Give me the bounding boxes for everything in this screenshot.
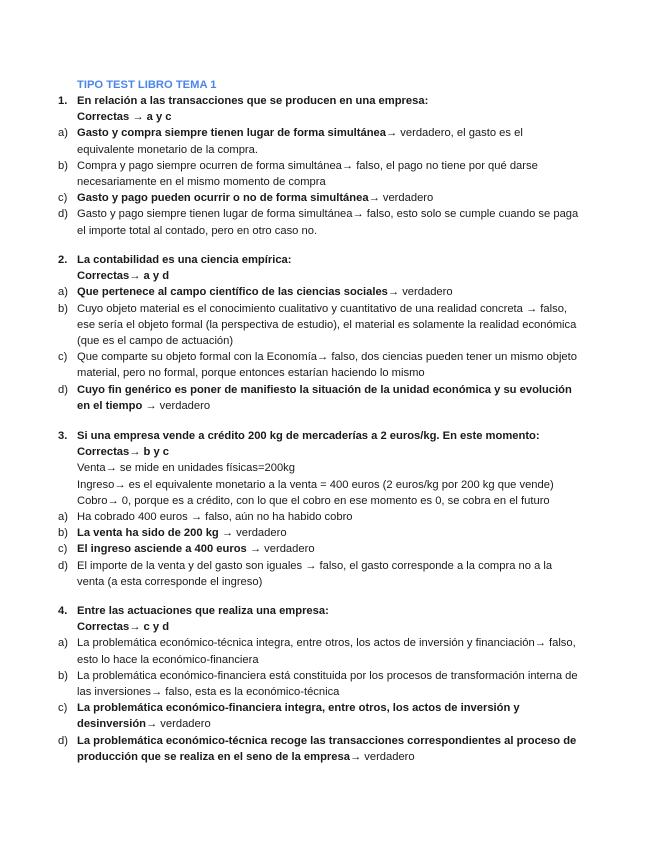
- option-correct-text: La venta ha sido de 200 kg: [77, 527, 219, 540]
- option-letter: a): [58, 286, 68, 299]
- question-4: [0, 603, 655, 765]
- option-c: [0, 190, 655, 206]
- option-text: [77, 700, 582, 732]
- option-a: [0, 509, 655, 525]
- option-b: [0, 525, 655, 541]
- answer-line: [0, 268, 655, 284]
- option-correct-text: Cuyo fin genérico es poner de manifiesto la situación de la unidad económica y su evolución en el tiempo: [77, 383, 572, 412]
- option-text: [77, 668, 582, 700]
- option-explanation: El importe de la venta y del gasto son iguales → falso, el gasto corresponde a la compra no a la venta (a esta corresponde el ingreso): [77, 559, 553, 588]
- option-explanation: → verdadero: [218, 527, 287, 540]
- option-letter: b): [58, 302, 68, 315]
- option-c: [0, 349, 655, 381]
- option-letter: a): [58, 637, 68, 650]
- option-explanation: La problemática económico-financiera está constituida por los procesos de transformación interna de las inversiones→ falso, esta es la económico-técnica: [77, 669, 578, 699]
- option-explanation: Compra y pago siempre ocurren de forma simultánea→ falso, el pago no tiene por qué darse necesariamente en el mismo momento de compra: [77, 159, 538, 189]
- note-line: [0, 477, 655, 493]
- option-letter: d): [58, 208, 68, 221]
- option-text: [77, 206, 582, 238]
- option-explanation: Cuyo objeto material es el conocimiento cualitativo y cuantitativo de una realidad concreta → falso, ese sería el objeto formal (la perspectiva de estudio), el material es solamente la realidad económica (que es el campo de actuación): [77, 302, 577, 348]
- option-b: [0, 301, 655, 350]
- option-letter: c): [58, 351, 68, 364]
- option-c: [0, 541, 655, 557]
- option-text: [77, 525, 582, 541]
- option-letter: a): [58, 511, 68, 524]
- question-header: [0, 93, 655, 109]
- option-explanation: La problemática económico-técnica integra, entre otros, los actos de inversión y financiación→ falso, esto lo hace la económico-financiera: [77, 637, 576, 666]
- answer-line: [0, 619, 655, 635]
- note-text: Venta→ se mide en unidades físicas=200kg: [77, 462, 295, 475]
- option-d: [0, 206, 655, 238]
- option-text: [77, 635, 582, 667]
- answer-line: [0, 444, 655, 460]
- option-explanation: → verdadero: [349, 750, 415, 763]
- note-line: [0, 460, 655, 476]
- option-text: [77, 382, 582, 414]
- option-text: [77, 190, 582, 206]
- correct-answers: Correctas→ a y d: [77, 270, 170, 283]
- option-correct-text: Gasto y compra siempre tienen lugar de forma simultánea: [77, 127, 386, 140]
- option-letter: d): [58, 559, 68, 572]
- option-letter: c): [58, 192, 68, 205]
- option-text: [77, 284, 582, 300]
- option-text: [77, 558, 582, 590]
- option-letter: c): [58, 543, 68, 556]
- option-text: [77, 733, 582, 765]
- note-text: Ingreso→ es el equivalente monetario a la venta = 400 euros (2 euros/kg por 200 kg que vende): [77, 478, 554, 491]
- option-letter: d): [58, 734, 68, 747]
- option-letter: b): [58, 527, 68, 540]
- option-b: [0, 158, 655, 190]
- option-a: [0, 635, 655, 667]
- question-number: 1.: [58, 95, 68, 107]
- option-correct-text: Gasto y pago pueden ocurrir o no de forma simultánea: [77, 192, 369, 205]
- option-correct-text: Que pertenece al campo científico de las ciencias sociales: [77, 286, 388, 299]
- option-letter: c): [58, 702, 68, 715]
- option-text: [77, 301, 582, 350]
- option-letter: b): [58, 669, 68, 682]
- question-header: [0, 428, 655, 444]
- question-3: [0, 428, 655, 590]
- option-explanation: → verdadero: [246, 543, 315, 556]
- option-letter: a): [58, 127, 68, 140]
- option-correct-text: La problemática económico-financiera integra, entre otros, los actos de inversión y desinversión: [77, 702, 520, 731]
- question-header: [0, 603, 655, 619]
- option-b: [0, 668, 655, 700]
- option-correct-text: El ingreso asciende a 400 euros: [77, 543, 247, 556]
- option-d: [0, 733, 655, 765]
- correct-answers: Correctas→ b y c: [77, 446, 170, 459]
- option-text: [77, 158, 582, 190]
- question-text: En relación a las transacciones que se producen en una empresa:: [77, 95, 429, 107]
- option-explanation: → verdadero: [142, 399, 211, 412]
- option-text: [77, 349, 582, 381]
- option-explanation: Que comparte su objeto formal con la Economía→ falso, dos ciencias pueden tener un mismo objeto material, pero no formal, porque entonces estarían haciendo lo mismo: [77, 351, 577, 380]
- question-text: Si una empresa vende a crédito 200 kg de mercaderías a 2 euros/kg. En este momento:: [77, 430, 540, 442]
- question-number: 2.: [58, 254, 68, 266]
- option-c: [0, 700, 655, 732]
- option-a: [0, 284, 655, 300]
- option-explanation: Ha cobrado 400 euros → falso, aún no ha habido cobro: [77, 511, 353, 524]
- question-header: [0, 252, 655, 268]
- note-line: [0, 493, 655, 509]
- option-explanation: → verdadero: [146, 718, 211, 731]
- option-correct-text: La problemática económico-técnica recoge las transacciones correspondientes al proceso de producción que se realiza en el seno de la empresa: [77, 734, 577, 763]
- option-text: [77, 541, 582, 557]
- option-text: [77, 125, 582, 157]
- question-text: La contabilidad es una ciencia empírica:: [77, 254, 292, 266]
- question-number: 3.: [58, 430, 68, 442]
- question-1: [0, 93, 655, 239]
- note-text: Cobro→ 0, porque es a crédito, con lo que el cobro en ese momento es 0, se cobra en el futuro: [77, 494, 550, 507]
- option-explanation: Gasto y pago siempre tienen lugar de forma simultánea→ falso, esto solo se cumple cuando se paga el importe total al contado, pero en otro caso no.: [77, 208, 579, 237]
- option-letter: b): [58, 159, 68, 172]
- option-explanation: → verdadero: [387, 286, 453, 299]
- question-2: [0, 252, 655, 414]
- option-a: [0, 125, 655, 157]
- question-text: Entre las actuaciones que realiza una empresa:: [77, 605, 329, 617]
- option-explanation: → verdadero: [368, 192, 434, 205]
- option-d: [0, 558, 655, 590]
- correct-answers: Correctas → a y c: [77, 111, 172, 124]
- answer-line: [0, 109, 655, 125]
- correct-answers: Correctas→ c y d: [77, 621, 170, 634]
- option-explanation: → verdadero, el gasto es el equivalente monetario de la compra.: [77, 127, 523, 156]
- option-d: [0, 382, 655, 414]
- document-title: TIPO TEST LIBRO TEMA 1: [77, 79, 217, 91]
- option-text: [77, 509, 582, 525]
- question-number: 4.: [58, 605, 68, 617]
- option-letter: d): [58, 383, 68, 396]
